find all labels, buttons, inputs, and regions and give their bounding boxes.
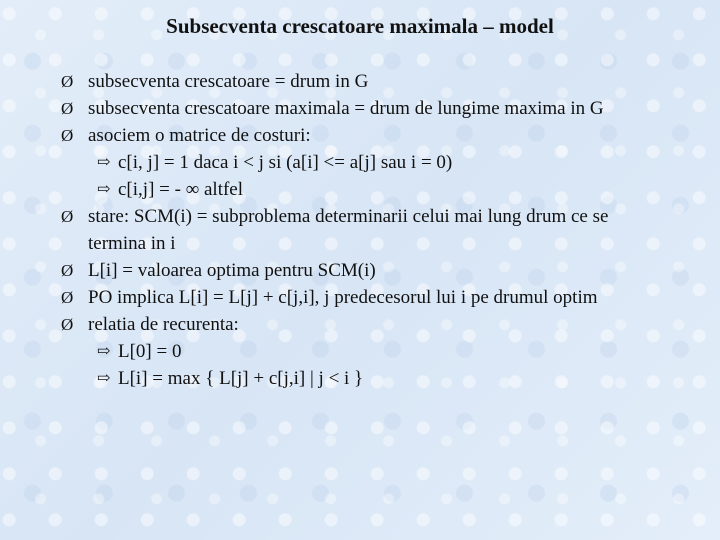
bullet-text: subsecventa crescatoare maximala = drum de lungime maxima in G xyxy=(88,98,604,119)
bullet-item xyxy=(61,68,661,95)
bullet-text: stare: SCM(i) = subproblema determinarii celui mai lung drum ce se termina in i xyxy=(88,206,609,254)
bullet-item xyxy=(61,257,661,284)
bullet-text: subsecventa crescatoare = drum in G xyxy=(88,71,369,92)
arrow-bullet-icon: Ø xyxy=(61,207,74,226)
slide-title: Subsecventa crescatoare maximala – model xyxy=(166,14,554,38)
outline-arrow-icon: ⇨ xyxy=(97,370,111,387)
outline-arrow-icon: ⇨ xyxy=(97,154,111,171)
sub-bullet-text: L[0] = 0 xyxy=(118,341,182,362)
bullet-list xyxy=(61,68,661,392)
sub-bullet-item xyxy=(61,338,661,365)
bullet-text: asociem o matrice de costuri: xyxy=(88,125,311,146)
bullet-item xyxy=(61,284,661,311)
bullet-item xyxy=(61,311,661,338)
sub-bullet-text: c[i,j] = - ∞ altfel xyxy=(118,179,244,200)
bullet-item xyxy=(61,203,661,257)
sub-bullet-item xyxy=(61,176,661,203)
arrow-bullet-icon: Ø xyxy=(61,72,74,91)
sub-bullet-item xyxy=(61,365,661,392)
arrow-bullet-icon: Ø xyxy=(61,261,74,280)
bullet-text: relatia de recurenta: xyxy=(88,314,239,335)
bullet-item xyxy=(61,122,661,149)
arrow-bullet-icon: Ø xyxy=(61,288,74,307)
arrow-bullet-icon: Ø xyxy=(61,315,74,334)
outline-arrow-icon: ⇨ xyxy=(97,181,111,198)
arrow-bullet-icon: Ø xyxy=(61,126,74,145)
sub-bullet-text: c[i, j] = 1 daca i < j si (a[i] <= a[j] sau i = 0) xyxy=(118,152,453,173)
arrow-bullet-icon: Ø xyxy=(61,99,74,118)
outline-arrow-icon: ⇨ xyxy=(97,343,111,360)
bullet-text: L[i] = valoarea optima pentru SCM(i) xyxy=(88,260,376,281)
bullet-text: PO implica L[i] = L[j] + c[j,i], j predecesorul lui i pe drumul optim xyxy=(88,287,598,308)
sub-bullet-text: L[i] = max { L[j] + c[j,i] | j < i } xyxy=(118,368,364,389)
bullet-item xyxy=(61,95,661,122)
sub-bullet-item xyxy=(61,149,661,176)
